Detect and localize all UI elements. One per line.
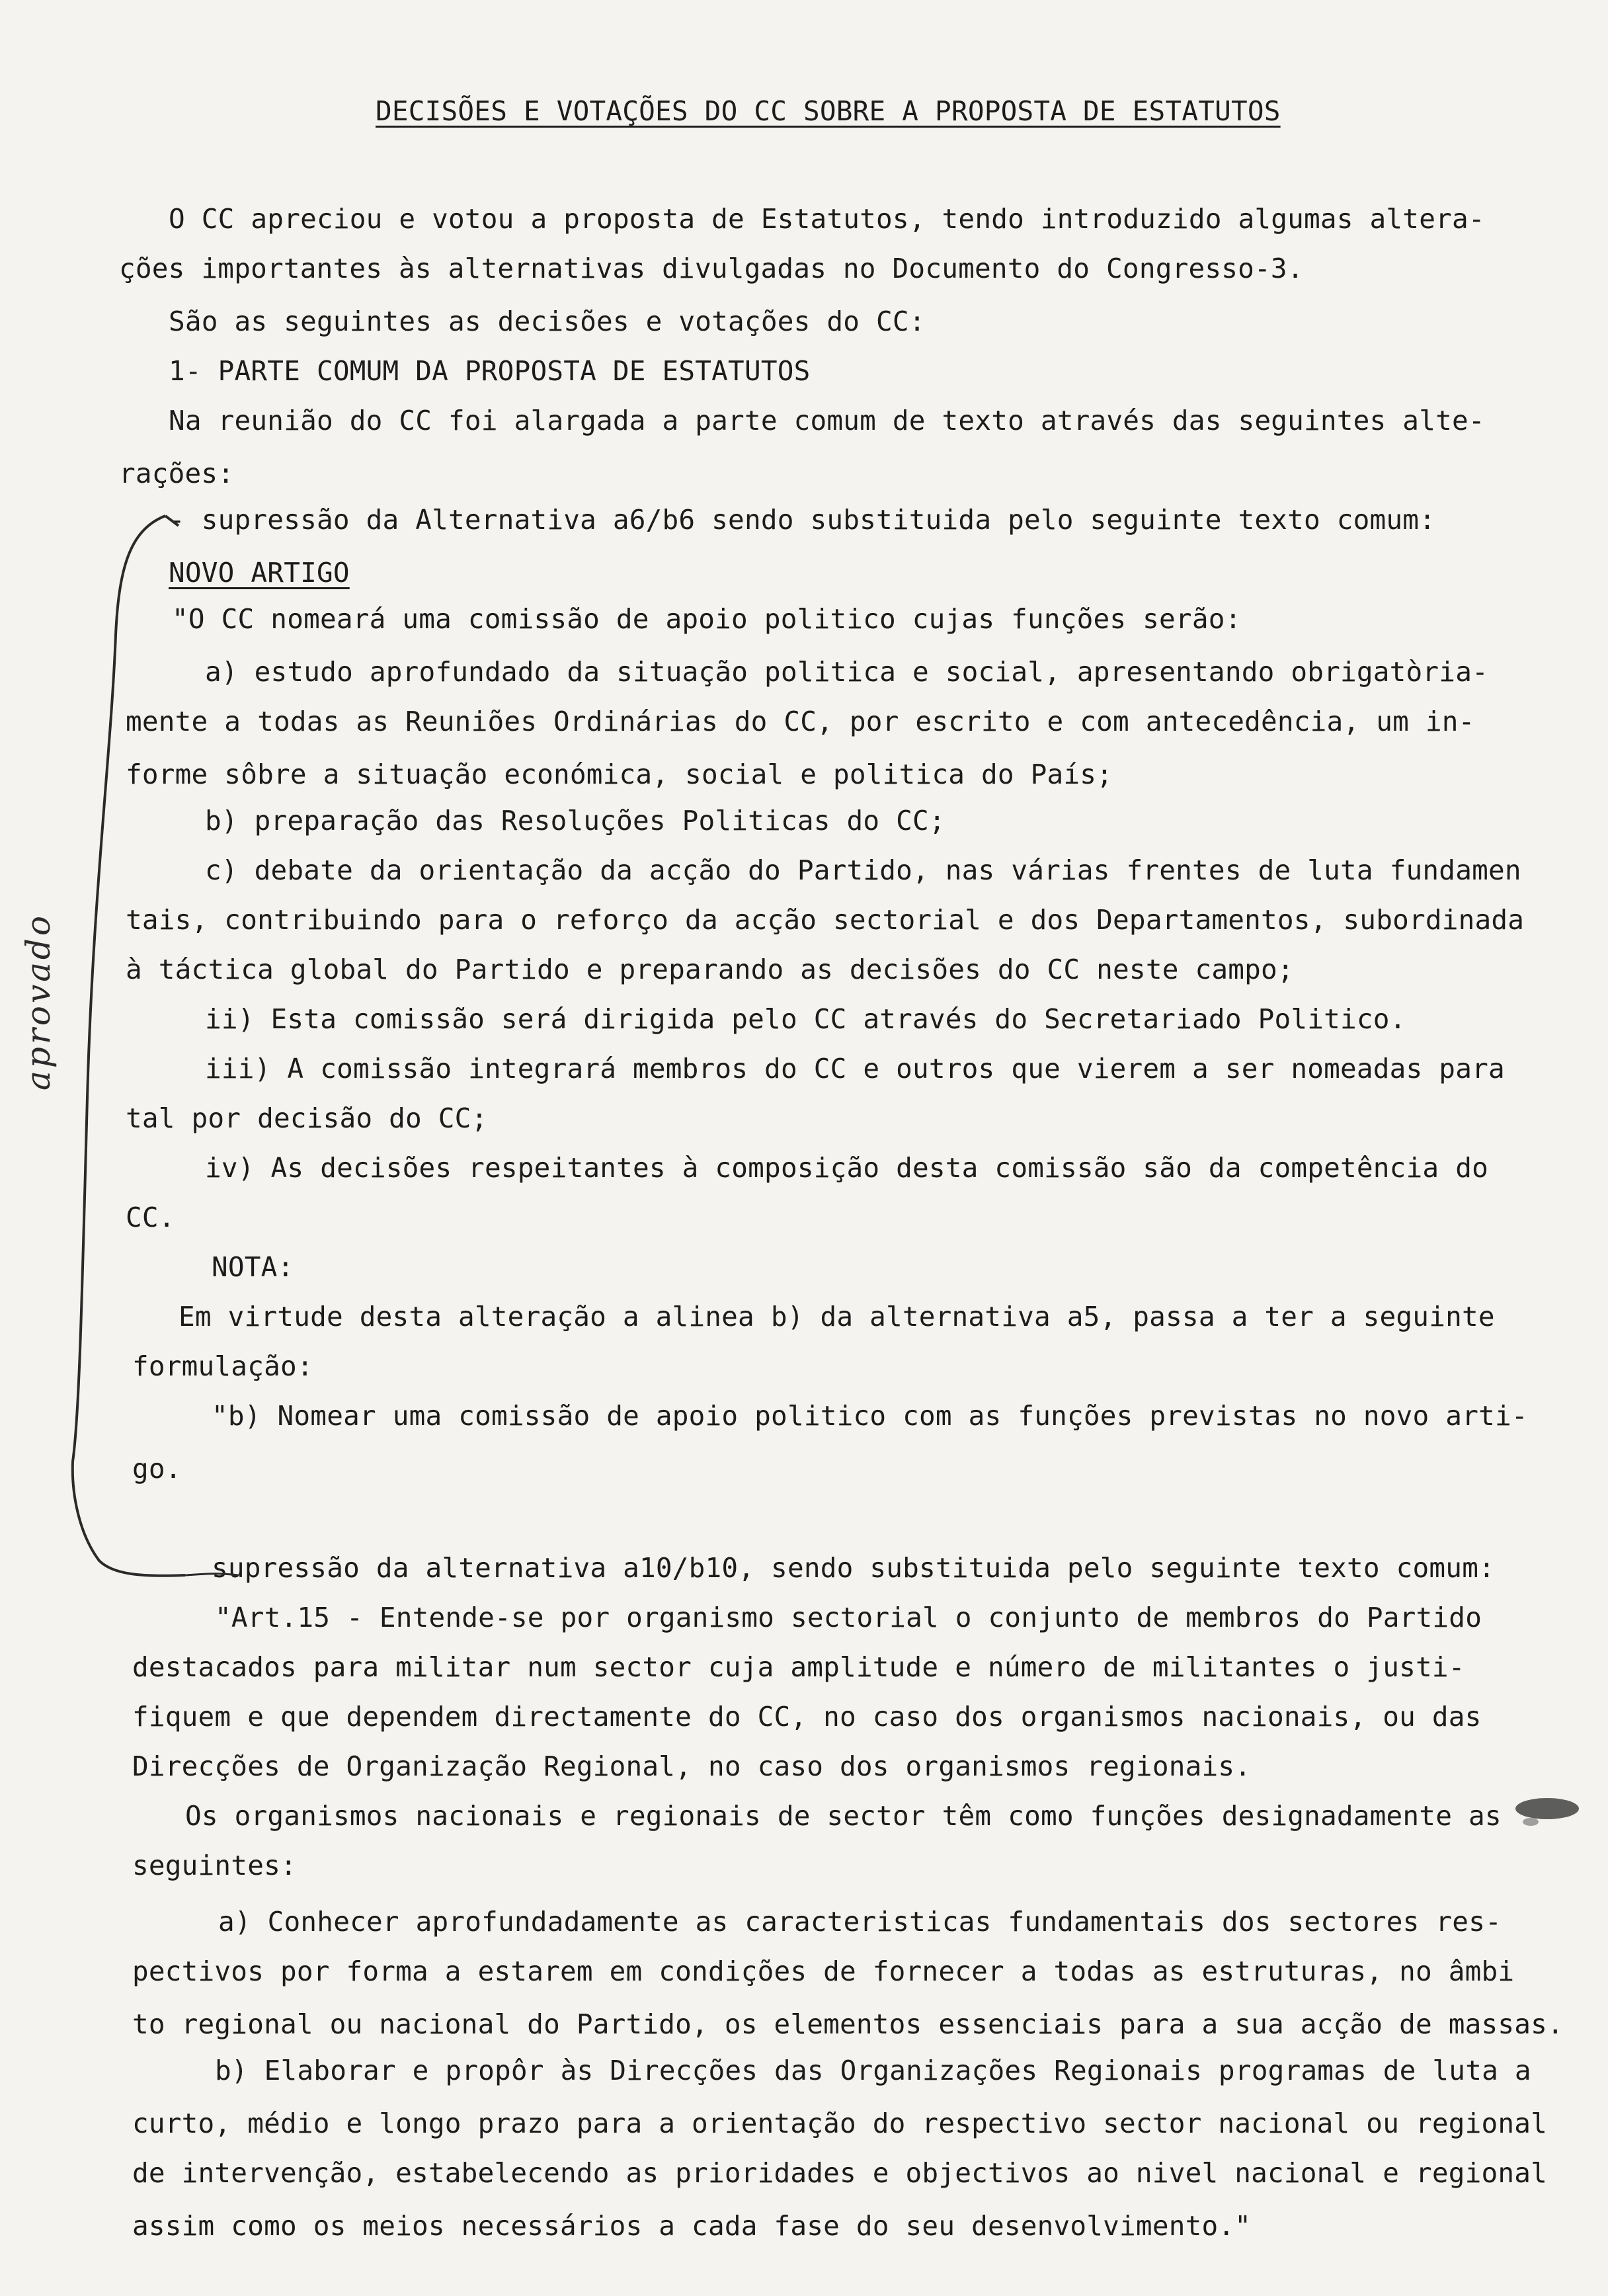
text-line: a) Conhecer aprofundadamente as caracteristicas fundamentais dos sectores res- <box>218 1906 1502 1938</box>
text-line: tais, contribuindo para o reforço da acção sectorial e dos Departamentos, subordinada <box>126 904 1525 936</box>
text-line: tal por decisão do CC; <box>126 1102 488 1134</box>
text-line: "b) Nomear uma comissão de apoio politico com as funções previstas no novo arti- <box>212 1400 1528 1432</box>
text-line: rações: <box>119 458 235 489</box>
text-line: b) Elaborar e propôr às Direcções das Organizações Regionais programas de luta a <box>215 2055 1531 2086</box>
handwritten-bracket-mark <box>53 503 264 1825</box>
text-line: Na reunião do CC foi alargada a parte comum de texto através das seguintes alte- <box>169 405 1485 436</box>
text-line: iii) A comissão integrará membros do CC e outros que vierem a ser nomeadas para <box>205 1053 1505 1085</box>
text-line: de intervenção, estabelecendo as prioridades e objectivos ao nivel nacional e regional <box>132 2157 1548 2189</box>
margin-note-text: aprovado <box>19 913 58 1090</box>
section-heading: 1- PARTE COMUM DA PROPOSTA DE ESTATUTOS <box>169 355 811 387</box>
text-line: O CC apreciou e votou a proposta de Estatutos, tendo introduzido algumas altera- <box>169 203 1485 235</box>
text-line: curto, médio e longo prazo para a orientação do respectivo sector nacional ou regional <box>132 2108 1548 2139</box>
text-line: ii) Esta comissão será dirigida pelo CC através do Secretariado Politico. <box>205 1003 1406 1035</box>
subheading-novo-artigo: NOVO ARTIGO <box>169 557 350 589</box>
text-line: assim como os meios necessários a cada fase do seu desenvolvimento." <box>132 2210 1252 2242</box>
ink-smudge <box>1511 1789 1584 1835</box>
text-line: "O CC nomeará uma comissão de apoio politico cujas funções serão: <box>172 603 1242 635</box>
text-line: c) debate da orientação da acção do Partido, nas várias frentes de luta fundamen <box>205 854 1521 886</box>
document-title: DECISÕES E VOTAÇÕES DO CC SOBRE A PROPOSTA DE ESTATUTOS <box>376 95 1281 127</box>
text-line: seguintes: <box>132 1850 297 1881</box>
text-line: Direcções de Organização Regional, no caso dos organismos regionais. <box>132 1750 1252 1782</box>
text-line: formulação: <box>132 1350 313 1382</box>
text-line: ções importantes às alternativas divulgadas no Documento do Congresso-3. <box>119 253 1304 284</box>
text-line: mente a todas as Reuniões Ordinárias do CC, por escrito e com antecedência, um in- <box>126 706 1475 737</box>
text-line: a) estudo aprofundado da situação politica e social, apresentando obrigatòria- <box>205 656 1488 688</box>
text-line: supressão da alternativa a10/b10, sendo substituida pelo seguinte texto comum: <box>212 1552 1495 1584</box>
text-line: São as seguintes as decisões e votações do CC: <box>169 306 926 337</box>
handwritten-margin-note <box>19 820 58 1104</box>
text-line: Os organismos nacionais e regionais de sector têm como funções designadamente as <box>185 1800 1502 1832</box>
text-line: à táctica global do Partido e preparando as decisões do CC neste campo; <box>126 954 1294 985</box>
text-line: Em virtude desta alteração a alinea b) da alternativa a5, passa a ter a seguinte <box>179 1301 1495 1332</box>
text-line: iv) As decisões respeitantes à composição desta comissão são da competência do <box>205 1152 1488 1184</box>
text-line: fiquem e que dependem directamente do CC, no caso dos organismos nacionais, ou das <box>132 1701 1482 1733</box>
text-line: b) preparação das Resoluções Politicas do CC; <box>205 805 945 837</box>
text-line: to regional ou nacional do Partido, os elementos essenciais para a sua acção de massas. <box>132 2008 1564 2040</box>
text-line: - supressão da Alternativa a6/b6 sendo substituida pelo seguinte texto comum: <box>169 504 1436 536</box>
text-line: forme sôbre a situação económica, social e politica do País; <box>126 758 1113 790</box>
text-line: CC. <box>126 1202 175 1233</box>
text-line: pectivos por forma a estarem em condições de fornecer a todas as estruturas, no âmbi <box>132 1955 1515 1987</box>
text-line: destacados para militar num sector cuja amplitude e número de militantes o justi- <box>132 1651 1465 1683</box>
text-line: "Art.15 - Entende-se por organismo sectorial o conjunto de membros do Partido <box>215 1602 1482 1633</box>
text-line: go. <box>132 1453 182 1485</box>
note-heading: NOTA: <box>212 1251 294 1283</box>
